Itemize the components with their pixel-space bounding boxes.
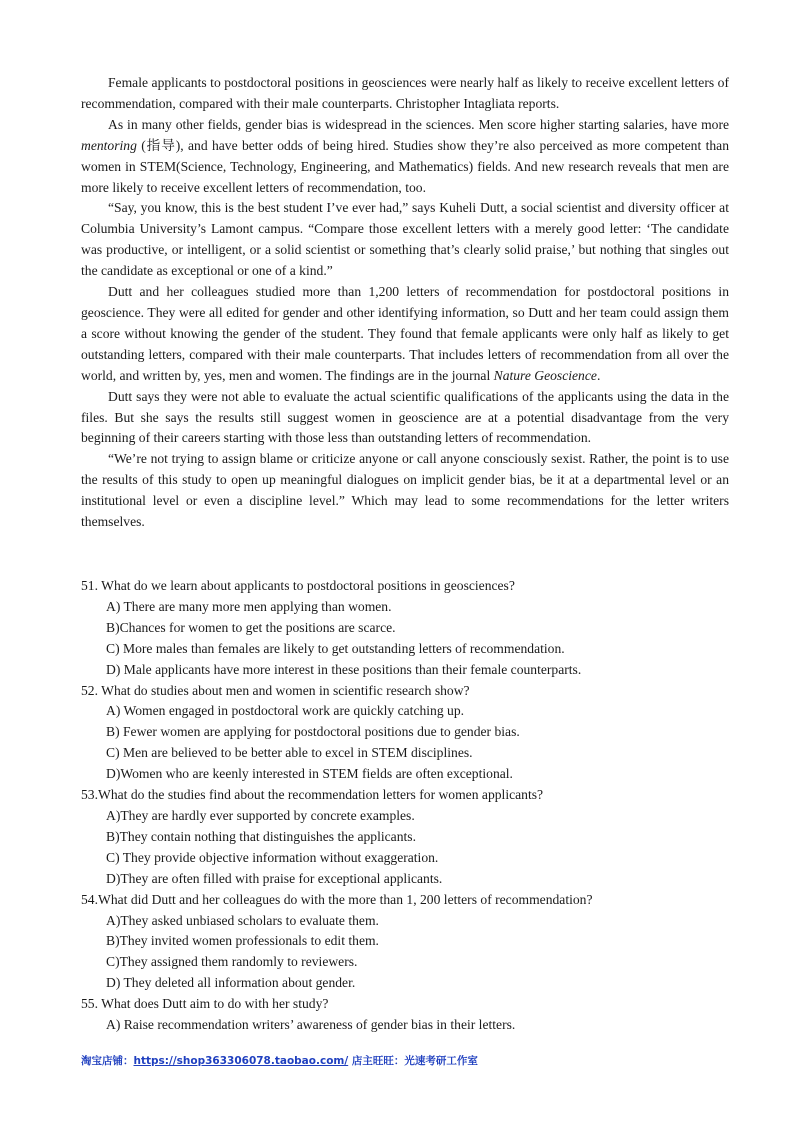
passage-paragraph-5: Dutt says they were not able to evaluate the actual scientific qualifications of the applicants using the data in the files. But she says the results still suggest women in geoscience are at a potential disadvantage from the very beginning of their careers starting with those less than outstanding letters of recommendation. — [81, 388, 729, 446]
question-54 — [81, 890, 729, 995]
answer-option: B) Fewer women are applying for postdoctoral positions due to gender bias. — [106, 724, 520, 740]
answer-option: C) More males than females are likely to get outstanding letters of recommendation. — [106, 640, 565, 656]
passage-paragraph-2-text-a: As in many other fields, gender bias is widespread in the sciences. Men score higher starting salaries, have more — [108, 116, 729, 132]
answer-option: D) They deleted all information about gender. — [106, 975, 356, 991]
answer-option: B)Chances for women to get the positions are scarce. — [106, 619, 396, 635]
footer-shop-label: 淘宝店铺： — [81, 1055, 134, 1067]
passage-paragraph-3: “Say, you know, this is the best student I’ve ever had,” says Kuheli Dutt, a social scientist and diversity officer at Columbia University’s Lamont campus. “Compare those excellent letters with a merely good letter: ‘The candidate was productive, or intelligent, or a solid scientist or something that’s clearly solid praise,’ but nothing that singles out the candidate as exceptional or one of a kind.” — [81, 200, 729, 279]
answer-option: A) Women engaged in postdoctoral work are quickly catching up. — [106, 703, 465, 719]
answer-option: C)They assigned them randomly to reviewers. — [106, 954, 358, 970]
answer-option: A) Raise recommendation writers’ awareness of gender bias in their letters. — [106, 1017, 516, 1033]
answer-option: D) Male applicants have more interest in these positions than their female counterparts. — [106, 661, 582, 677]
passage-paragraph-2 — [81, 115, 729, 199]
answer-option: A)They asked unbiased scholars to evaluate them. — [106, 912, 379, 928]
answer-option: D)Women who are keenly interested in STEM fields are often exceptional. — [106, 766, 513, 782]
passage-paragraph-2-text-b: (指导), and have better odds of being hired. Studies show they’re also perceived as more competent than women in STEM(Science, Technology, Engineering, and Mathematics) fields. And new research reveals that men are more likely to receive excellent letters of recommendation, too. — [81, 137, 729, 195]
question-stem: 52. What do studies about men and women in scientific research show? — [81, 682, 470, 698]
passage-paragraph-4-text-b: . — [596, 367, 601, 383]
question-stem: 55. What does Dutt aim to do with her study? — [81, 996, 329, 1012]
answer-option: A) There are many more men applying than women. — [106, 598, 392, 614]
passage-paragraph-4-text-a: Dutt and her colleagues studied more than 1,200 letters of recommendation for postdoctoral positions in geoscience. They were all edited for gender and other identifying information, so Dutt and her team could assign them a score without knowing the gender of the student. They found that female applicants were only half as likely to get outstanding letters, compared with their male counterparts. That includes letters of recommendation from all over the world, and written by, yes, men and women. The findings are in the journal — [81, 284, 729, 383]
question-51 — [81, 576, 729, 681]
passage-italic-term: mentoring — [81, 137, 137, 153]
passage-paragraph-4 — [81, 282, 729, 387]
journal-name: Nature Geoscience — [493, 367, 597, 383]
answer-option: B)They contain nothing that distinguishes the applicants. — [106, 828, 416, 844]
question-stem: 51. What do we learn about applicants to postdoctoral positions in geosciences? — [81, 578, 515, 593]
question-stem: 53.What do the studies find about the recommendation letters for women applicants? — [81, 787, 544, 803]
answer-option: A)They are hardly ever supported by concrete examples. — [106, 807, 415, 823]
question-55 — [81, 994, 729, 1036]
answer-option: C) They provide objective information without exaggeration. — [106, 849, 439, 865]
shop-link[interactable]: https://shop363306078.taobao.com/ — [133, 1055, 349, 1067]
question-stem: 54.What did Dutt and her colleagues do with the more than 1, 200 letters of recommendation? — [81, 891, 593, 907]
answer-option: B)They invited women professionals to edit them. — [106, 933, 379, 949]
footer-owner-label: 店主旺旺：光速考研工作室 — [348, 1055, 478, 1067]
page-footer — [81, 1051, 478, 1072]
answer-option: C) Men are believed to be better able to excel in STEM disciplines. — [106, 745, 473, 761]
answer-option: D)They are often filled with praise for exceptional applicants. — [106, 870, 443, 886]
reading-passage — [81, 73, 729, 533]
passage-paragraph-1: Female applicants to postdoctoral positions in geosciences were nearly half as likely to receive excellent letters of recommendation, compared with their male counterparts. Christopher Intagliata reports. — [81, 75, 729, 111]
question-53 — [81, 785, 729, 890]
question-52 — [81, 681, 729, 786]
passage-paragraph-6: “We’re not trying to assign blame or criticize anyone or call anyone consciously sexist. Rather, the point is to use the results of this study to open up meaningful dialogues on implicit gender bias, be it at a departmental level or an institutional level or even a discipline level.” Which may lead to some recommendations for the letter writers themselves. — [81, 451, 729, 530]
question-list — [81, 576, 729, 1036]
